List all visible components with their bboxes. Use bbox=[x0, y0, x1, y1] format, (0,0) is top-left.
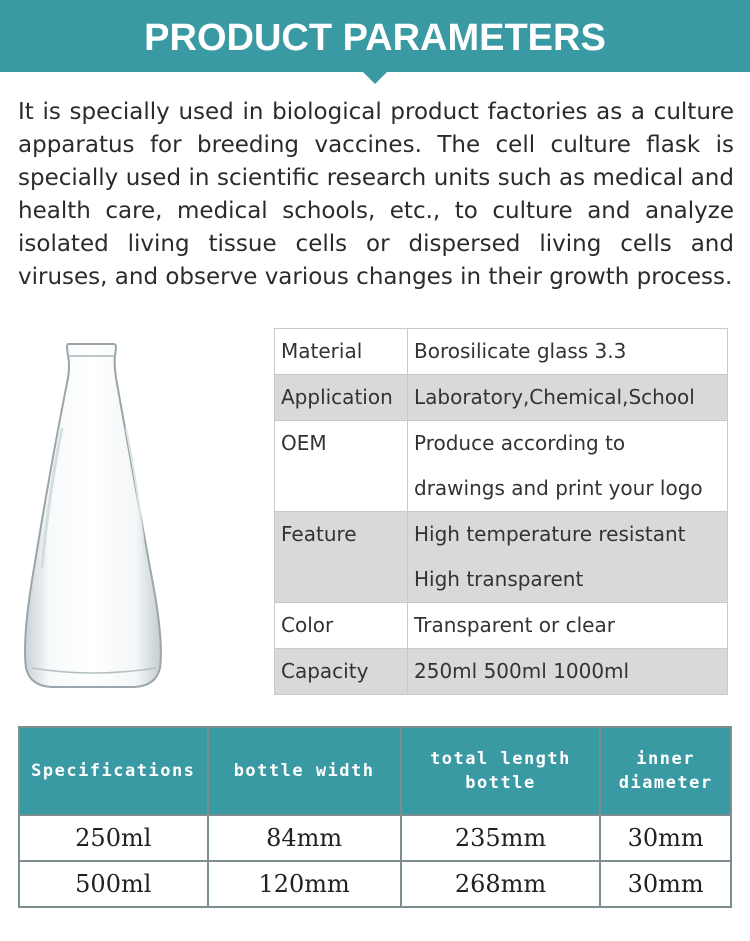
param-label: Capacity bbox=[275, 649, 408, 695]
spec-header-row bbox=[19, 727, 731, 815]
spec-cell: 500ml bbox=[19, 861, 208, 907]
spec-cell: 30mm bbox=[600, 815, 731, 861]
param-row-oem bbox=[275, 421, 728, 512]
param-value: High temperature resistant High transparent bbox=[408, 512, 728, 603]
flask-icon bbox=[22, 338, 168, 690]
param-label: Feature bbox=[275, 512, 408, 603]
spec-header-inner-diameter: inner diameter bbox=[600, 727, 731, 815]
param-value: 250ml 500ml 1000ml bbox=[408, 649, 728, 695]
banner-pointer bbox=[361, 70, 389, 84]
spec-cell: 235mm bbox=[401, 815, 601, 861]
page-title: PRODUCT PARAMETERS bbox=[144, 17, 606, 59]
param-label: Color bbox=[275, 603, 408, 649]
spec-cell: 120mm bbox=[208, 861, 401, 907]
param-row-application bbox=[275, 375, 728, 421]
param-row-color bbox=[275, 603, 728, 649]
intro-paragraph: It is specially used in biological product factories as a culture apparatus for breeding vaccines. The cell culture flask is specially used in scientific research units such as medical and health care, medical schools, etc., to culture and analyze isolated living tissue cells or dispersed living cells and viruses, and observe various changes in their growth process. bbox=[18, 99, 734, 290]
table-row bbox=[19, 815, 731, 861]
param-row-feature bbox=[275, 512, 728, 603]
param-label: OEM bbox=[275, 421, 408, 512]
param-label: Application bbox=[275, 375, 408, 421]
specifications-table bbox=[18, 726, 732, 908]
param-value: Transparent or clear bbox=[408, 603, 728, 649]
spec-cell: 268mm bbox=[401, 861, 601, 907]
spec-cell: 250ml bbox=[19, 815, 208, 861]
param-label: Material bbox=[275, 329, 408, 375]
param-value: Laboratory,Chemical,School bbox=[408, 375, 728, 421]
spec-header-total-length: total length bottle bbox=[401, 727, 601, 815]
table-row bbox=[19, 861, 731, 907]
spec-cell: 30mm bbox=[600, 861, 731, 907]
spec-cell: 84mm bbox=[208, 815, 401, 861]
param-value: Borosilicate glass 3.3 bbox=[408, 329, 728, 375]
spec-header-specifications: Specifications bbox=[19, 727, 208, 815]
param-value: Produce according to drawings and print your logo bbox=[408, 421, 728, 512]
spec-header-bottle-width: bottle width bbox=[208, 727, 401, 815]
param-row-material bbox=[275, 329, 728, 375]
param-row-capacity bbox=[275, 649, 728, 695]
parameter-table bbox=[274, 328, 728, 695]
